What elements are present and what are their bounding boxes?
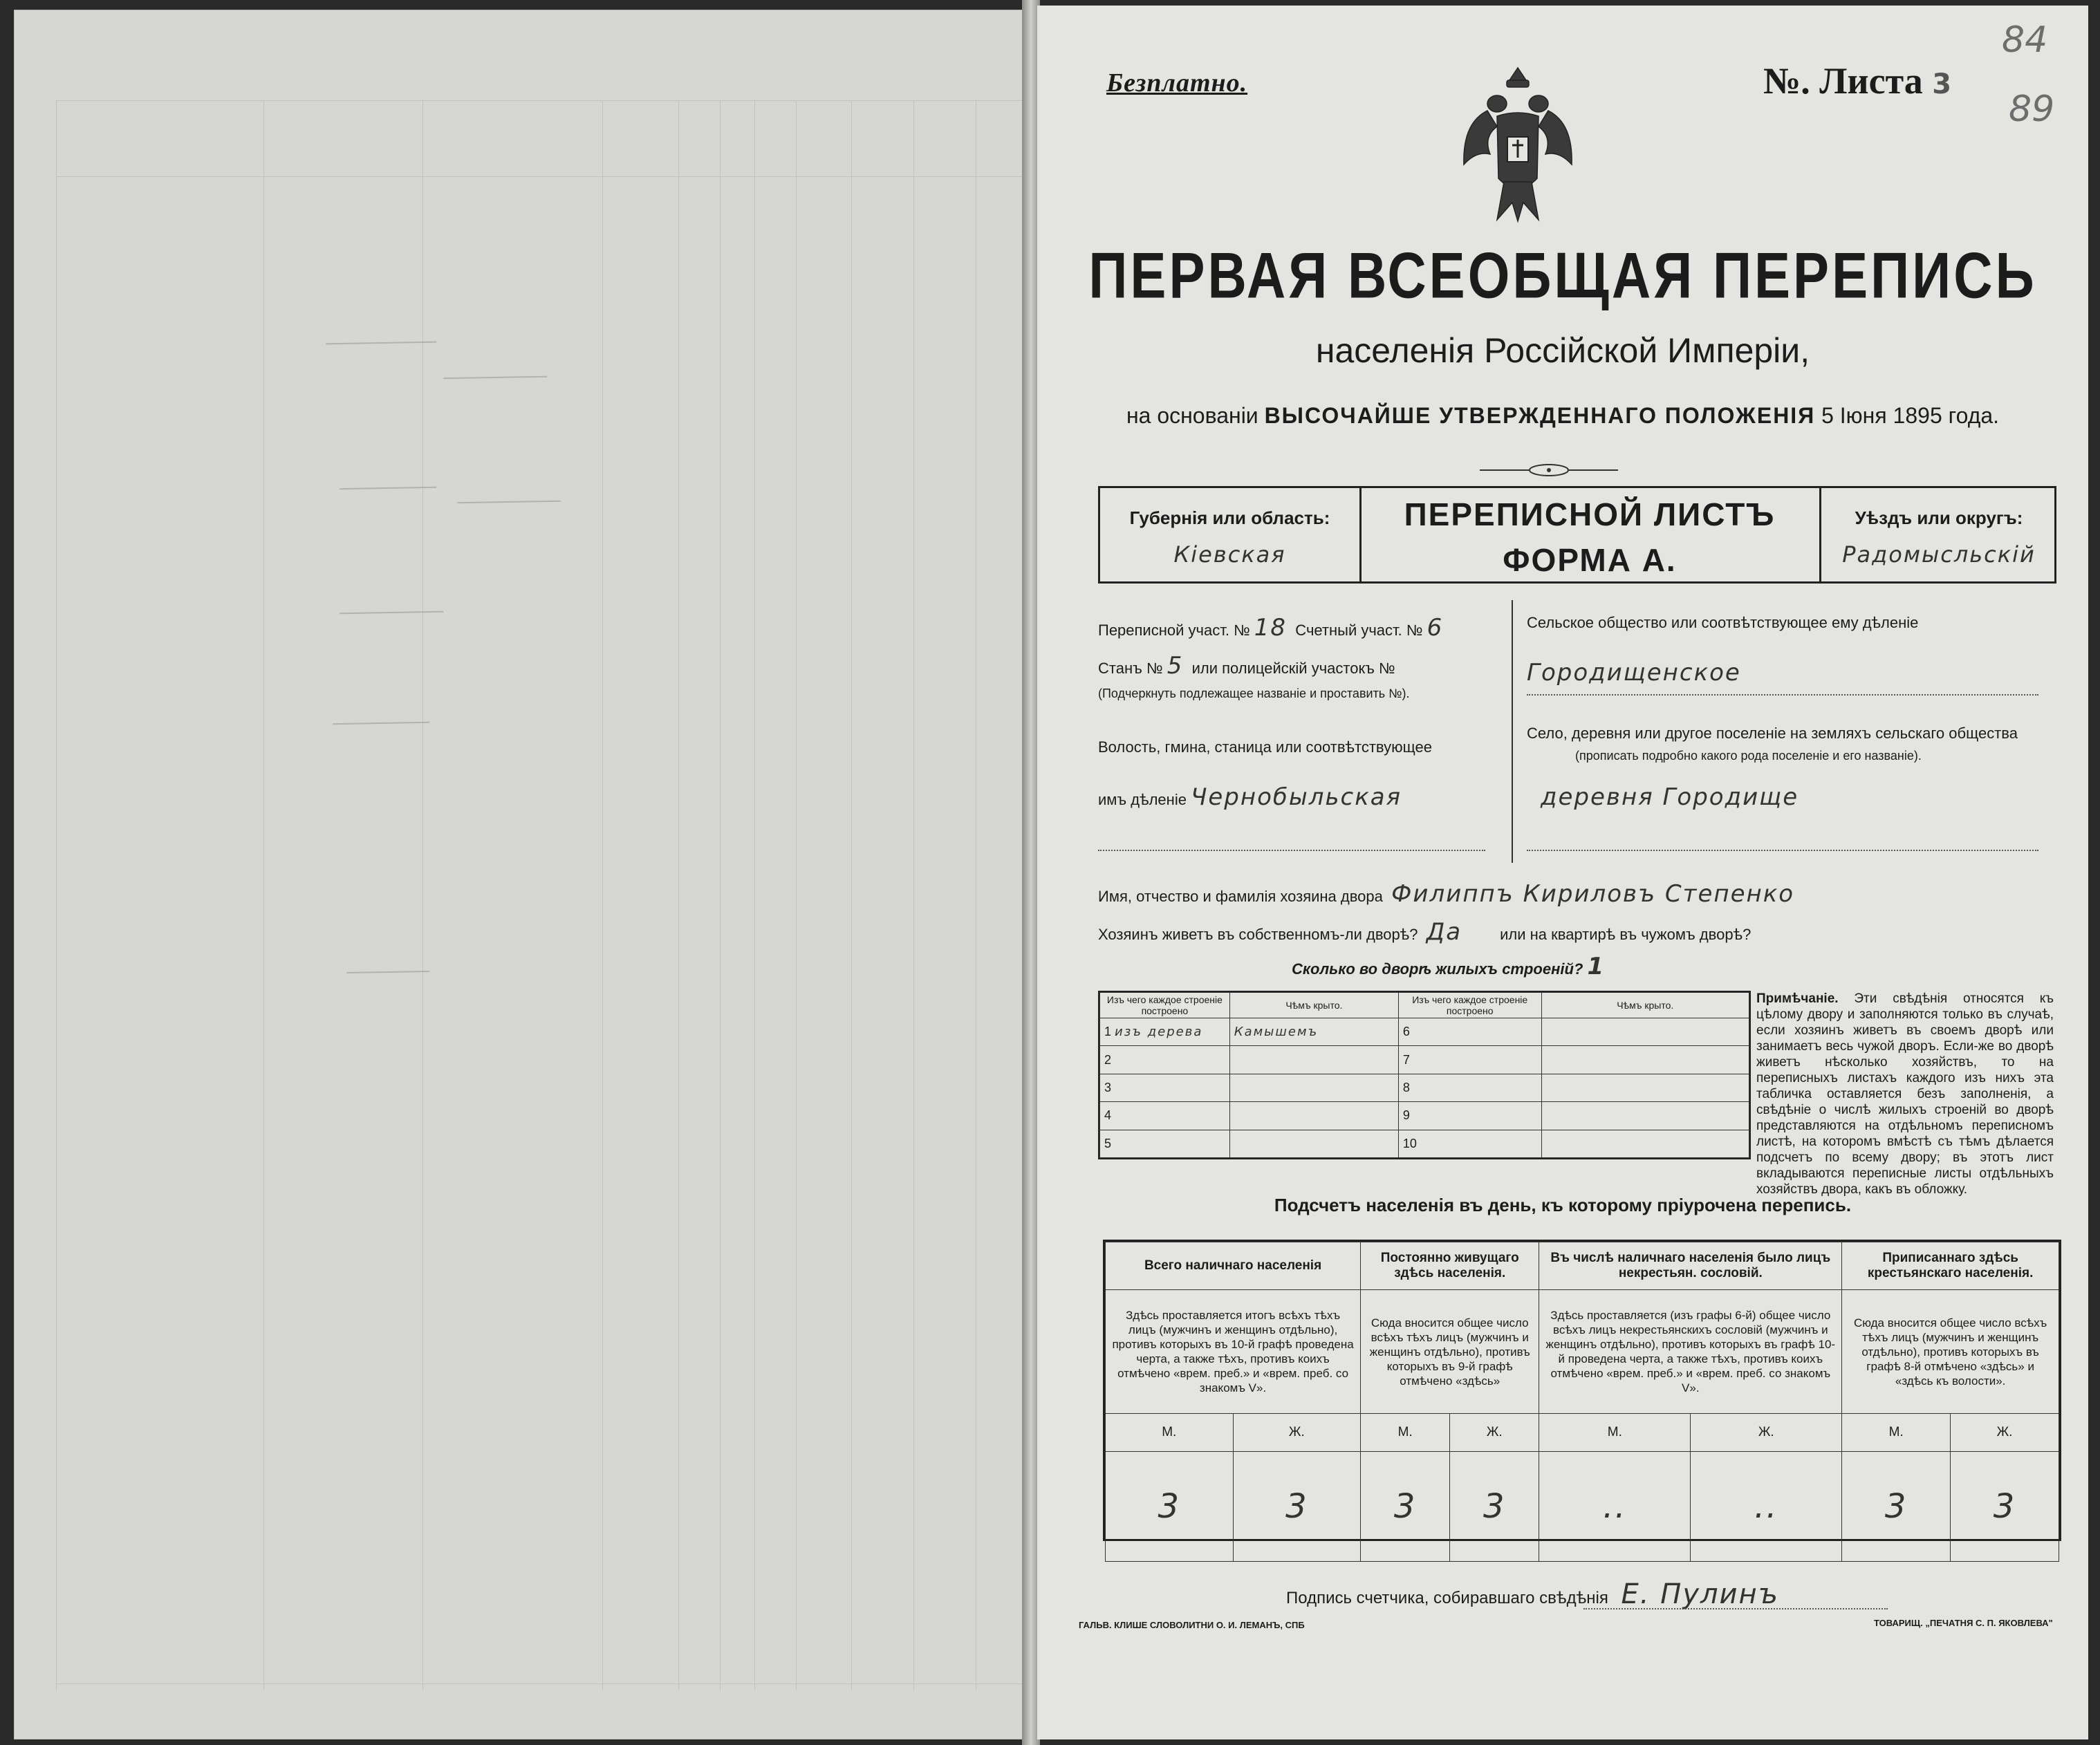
society-label: Сельское общество или соотвѣтствующее ему дѣленіе bbox=[1527, 614, 1919, 631]
village-label: Село, деревня или другое поселеніе на земляхъ сельскаго общества bbox=[1527, 725, 2018, 742]
tally-value-non-peasant-female: .. bbox=[1691, 1452, 1842, 1562]
empty-cell bbox=[1541, 1102, 1749, 1130]
form-subtitle: населенія Россійской Имперіи, bbox=[1315, 331, 1810, 370]
roof-header-left: Чѣмъ крыто. bbox=[1229, 993, 1398, 1018]
census-area-value: 18 bbox=[1254, 614, 1288, 642]
female-label: Ж. bbox=[1951, 1414, 2059, 1452]
building-number-cell: 9 bbox=[1398, 1102, 1541, 1130]
building-number-cell: 7 bbox=[1398, 1046, 1541, 1074]
basis-bold: ВЫСОЧАЙШЕ УТВЕРЖДЕННАГО ПОЛОЖЕНІЯ bbox=[1264, 403, 1816, 428]
sheet-number-label: №. Листа bbox=[1763, 60, 1923, 102]
buildings-note bbox=[1756, 991, 2054, 1197]
volost-line bbox=[1098, 849, 1485, 851]
village-value: деревня Городище bbox=[1541, 783, 1799, 811]
double-headed-eagle-emblem bbox=[1456, 61, 1580, 227]
buildings-table bbox=[1098, 991, 1751, 1159]
form-type-title-1: ПЕРЕПИСНОЙ ЛИСТЪ bbox=[1404, 496, 1776, 532]
table-row bbox=[1100, 1102, 1749, 1130]
sheet-number-value: 3 bbox=[1932, 68, 1952, 100]
tally-title: Подсчетъ населенія въ день, къ которому пріурочена перепись. bbox=[1274, 1195, 1852, 1215]
owner-value: Филиппъ Кириловъ Степенко bbox=[1391, 880, 1795, 908]
lives-field bbox=[1098, 918, 1751, 946]
owner-field bbox=[1098, 880, 1794, 908]
buildings-count-label: Сколько во дворѣ жилыхъ строеній? bbox=[1292, 960, 1583, 978]
male-label: М. bbox=[1842, 1414, 1951, 1452]
society-value-field bbox=[1527, 659, 1741, 687]
building-number-cell: 10 bbox=[1398, 1130, 1541, 1157]
census-area-label: Переписной участ. № bbox=[1098, 622, 1250, 639]
population-tally-table bbox=[1103, 1240, 2061, 1541]
tally-desc-permanent: Сюда вносится общее число всѣхъ тѣхъ лицъ (мужчинъ и женщинъ отдѣльно), противъ которыхъ въ 9-й графѣ отмѣчено «здѣсь» bbox=[1361, 1290, 1539, 1414]
police-note: (Подчеркнуть подлежащее названіе и проставить №). bbox=[1098, 687, 1410, 700]
volost-label-1: Волость, гмина, станица или соотвѣтствующее bbox=[1098, 738, 1432, 756]
female-label: Ж. bbox=[1450, 1414, 1539, 1452]
stan-field bbox=[1098, 652, 1395, 680]
owner-label: Имя, отчество и фамилія хозяина двора bbox=[1098, 888, 1383, 905]
village-value-field bbox=[1541, 783, 1799, 811]
police-label: или полицейскій участокъ № bbox=[1191, 660, 1395, 677]
tally-value-non-peasant-male: .. bbox=[1539, 1452, 1691, 1562]
free-label: Безплатно. bbox=[1106, 68, 1248, 97]
table-row bbox=[1100, 1018, 1749, 1046]
tally-desc-non-peasant: Здѣсь проставляется (изъ графы 6-й) общее число всѣхъ лицъ некрестьянскихъ сословій (мужчинъ и женщинъ отдѣльно), противъ которыхъ въ графѣ 10-й проведена черта, а также тѣхъ, противъ коихъ отмѣчено «врем. преб.» и «врем. преб. со знакомъ V». bbox=[1539, 1290, 1842, 1414]
society-value: Городищенское bbox=[1527, 659, 1741, 687]
form-type-title-2: ФОРМА А. bbox=[1503, 542, 1677, 578]
form-fields bbox=[1098, 600, 2052, 984]
basis-suffix: 5 Іюня 1895 года. bbox=[1821, 403, 2000, 428]
building-number-cell: 2 bbox=[1100, 1046, 1230, 1074]
tally-value-registered-female: 3 bbox=[1951, 1452, 2059, 1562]
roof-header-right: Чѣмъ крыто. bbox=[1541, 993, 1749, 1018]
left-page bbox=[14, 10, 1023, 1739]
tally-header-total: Всего наличнаго населенія bbox=[1106, 1242, 1361, 1290]
sheet-number bbox=[1763, 59, 1951, 102]
buildings-count-value: 1 bbox=[1587, 953, 1606, 980]
society-line bbox=[1527, 693, 2038, 696]
tally-header-registered: Приписаннаго здѣсь крестьянскаго населенія. bbox=[1842, 1242, 2059, 1290]
form-column-separator bbox=[1512, 600, 1513, 863]
count-area-value: 6 bbox=[1427, 614, 1444, 642]
ornament-divider bbox=[1480, 462, 1618, 478]
header-box bbox=[1098, 486, 2056, 584]
tally-value-total-male: 3 bbox=[1106, 1452, 1234, 1562]
empty-cell bbox=[1229, 1046, 1398, 1074]
ghost-handwriting bbox=[333, 715, 429, 725]
empty-cell bbox=[1229, 1130, 1398, 1157]
male-label: М. bbox=[1361, 1414, 1450, 1452]
table-row bbox=[1100, 1046, 1749, 1074]
material-header-right: Изъ чего каждое строеніе построено bbox=[1398, 993, 1541, 1018]
lives-label: Хозяинъ живетъ въ собственномъ-ли дворѣ? bbox=[1098, 926, 1418, 943]
note-text: Эти свѣдѣнія относятся къ цѣлому двору и заполняются только въ случаѣ, если хозяинъ живетъ въ своемъ дворѣ или занимаетъ весь чужой дворъ. Если-же во дворѣ живетъ нѣсколько хозяйствъ, то на переписныхъ листахъ каждого изъ нихъ эта табличка оставляется безъ заполненія, а свѣдѣніе о числѣ жилыхъ строеній во дворѣ представляются на отдѣльномъ переписномъ листѣ, на которомъ вмѣстѣ съ тѣмъ дѣлается подсчетъ по всему двору; въ этотъ лист вкладываются переписные листы отдѣльныхъ хозяйствъ двора, какъ въ обложку. bbox=[1756, 991, 2054, 1197]
volost-field bbox=[1098, 783, 1402, 811]
tally-value-permanent-male: 3 bbox=[1361, 1452, 1450, 1562]
building-number-cell: 3 bbox=[1100, 1074, 1230, 1101]
village-line bbox=[1527, 849, 2038, 851]
building-roof-cell: Камышемъ bbox=[1229, 1018, 1398, 1046]
empty-cell bbox=[1541, 1018, 1749, 1046]
printer-credit-left: ГАЛЬВ. КЛИШЕ СЛОВОЛИТНИ О. И. ЛЕМАНЪ, СПБ bbox=[1079, 1620, 1305, 1630]
building-number-cell: 6 bbox=[1398, 1018, 1541, 1046]
uezd-label: Уѣздъ или округъ: bbox=[1855, 507, 2023, 528]
signature-line bbox=[1583, 1608, 1888, 1609]
building-number-cell: 8 bbox=[1398, 1074, 1541, 1101]
empty-cell bbox=[1229, 1074, 1398, 1101]
archive-number-old: 84 bbox=[2002, 19, 2048, 61]
ghost-handwriting bbox=[346, 964, 429, 973]
enumerator-signature bbox=[1286, 1578, 1779, 1610]
table-row bbox=[1100, 1130, 1749, 1157]
census-area-field bbox=[1098, 614, 1443, 642]
female-label: Ж. bbox=[1233, 1414, 1361, 1452]
archive-number-new: 89 bbox=[2009, 88, 2055, 130]
material-header-left: Изъ чего каждое строеніе построено bbox=[1100, 993, 1230, 1018]
basis-prefix: на основаніи bbox=[1126, 403, 1258, 428]
lives-value: Да bbox=[1426, 918, 1462, 946]
uezd-value: Радомысльскій bbox=[1842, 541, 2036, 568]
empty-cell bbox=[1541, 1130, 1749, 1157]
tally-header-permanent: Постоянно живущаго здѣсь населенія. bbox=[1361, 1242, 1539, 1290]
census-form-page bbox=[1037, 6, 2088, 1739]
form-type-cell bbox=[1362, 488, 1818, 581]
rent-label: или на квартирѣ въ чужомъ дворѣ? bbox=[1500, 926, 1751, 943]
building-number-cell: 4 bbox=[1100, 1102, 1230, 1130]
male-label: М. bbox=[1539, 1414, 1691, 1452]
ghost-table-grid bbox=[56, 100, 1038, 1690]
ghost-handwriting bbox=[340, 480, 436, 489]
form-title: ПЕРВАЯ ВСЕОБЩАЯ ПЕРЕПИСЬ bbox=[1088, 239, 2037, 312]
guberniya-cell bbox=[1100, 488, 1362, 581]
printer-credit-right: ТОВАРИЩ. „ПЕЧАТНЯ С. П. ЯКОВЛЕВА" bbox=[1874, 1618, 2053, 1628]
signature-value: Е. Пулинъ bbox=[1621, 1578, 1779, 1610]
empty-cell bbox=[1541, 1046, 1749, 1074]
volost-value: Чернобыльская bbox=[1191, 783, 1402, 811]
tally-value-total-female: 3 bbox=[1233, 1452, 1361, 1562]
male-label: М. bbox=[1106, 1414, 1234, 1452]
volost-label-2: имъ дѣленіе bbox=[1098, 791, 1187, 808]
building-material-cell: 1 изъ дерева bbox=[1100, 1018, 1230, 1046]
table-row bbox=[1100, 1074, 1749, 1101]
stan-label: Станъ № bbox=[1098, 660, 1163, 677]
guberniya-label: Губернія или область: bbox=[1129, 507, 1330, 528]
tally-desc-total: Здѣсь проставляется итогъ всѣхъ тѣхъ лицъ (мужчинъ и женщинъ отдѣльно), противъ которыхъ въ 10-й графѣ проведена черта, а также тѣхъ, противъ коихъ отмѣчено «врем. преб.» и «врем. преб. со знакомъ V». bbox=[1106, 1290, 1361, 1414]
empty-cell bbox=[1229, 1102, 1398, 1130]
signature-label: Подпись счетчика, собиравшаго свѣдѣнія bbox=[1286, 1589, 1608, 1607]
village-note: (прописать подробно какого рода поселеніе и его названіе). bbox=[1575, 749, 1922, 763]
empty-cell bbox=[1541, 1074, 1749, 1101]
count-area-label: Счетный участ. № bbox=[1295, 622, 1423, 639]
tally-value-registered-male: 3 bbox=[1842, 1452, 1951, 1562]
buildings-count-field bbox=[1292, 953, 1605, 980]
guberniya-value: Кіевская bbox=[1173, 541, 1286, 568]
building-number-cell: 5 bbox=[1100, 1130, 1230, 1157]
uezd-cell bbox=[1819, 488, 2056, 581]
note-title: Примѣчаніе. bbox=[1756, 991, 1839, 1006]
female-label: Ж. bbox=[1691, 1414, 1842, 1452]
legal-basis bbox=[1037, 403, 2088, 429]
stan-value: 5 bbox=[1167, 652, 1184, 680]
tally-header-non-peasant: Въ числѣ наличнаго населенія было лицъ некрестьян. сословій. bbox=[1539, 1242, 1842, 1290]
tally-desc-registered: Сюда вносится общее число всѣхъ тѣхъ лицъ (мужчинъ и женщинъ отдѣльно), противъ которыхъ въ графѣ 8-й отмѣчено «здѣсь» и «здѣсь къ волости». bbox=[1842, 1290, 2059, 1414]
tally-value-permanent-female: 3 bbox=[1450, 1452, 1539, 1562]
